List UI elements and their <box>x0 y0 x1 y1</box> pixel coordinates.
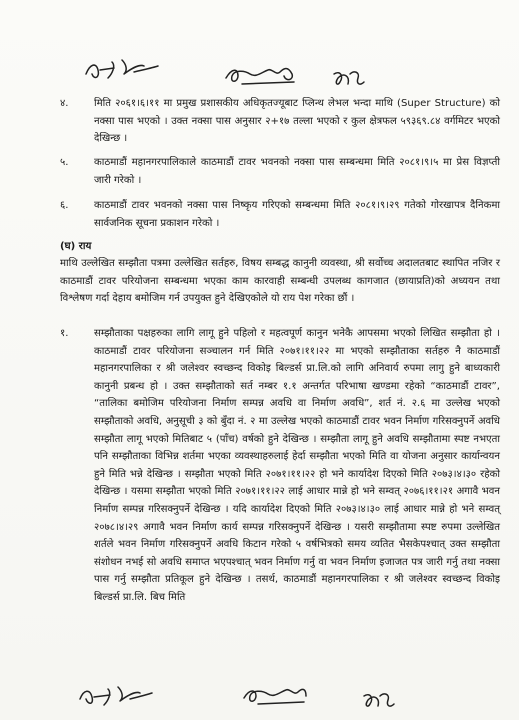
item-number: ४. <box>60 98 69 109</box>
list-item <box>60 154 500 192</box>
item-number: ६. <box>60 200 69 211</box>
signature-bottom-left <box>76 683 156 709</box>
signature-top-right <box>330 66 366 88</box>
list-item <box>60 197 500 235</box>
opinion-paragraph: माथि उल्लेखित सम्झौता पत्रमा उल्लेखित सर्तहरु, विषय सम्बद्ध कानुनी व्यवस्था, श्री सर्वोच्च अदालतबाट स्थापित नजिर र काठमाडौं टावर परियोजना सम्बन्धमा भएका काम कारवाही सम्बन्धी उपलब्ध कागजात (छायाप्रति)को अध्ययन तथा विश्लेषण गर्दा देहाय बमोजिम गर्न उपयुक्त हुने देखिएकोले यो राय पेश गरेका छौं । <box>60 258 500 305</box>
signature-bottom-right <box>360 688 396 710</box>
item-number: १. <box>60 328 69 339</box>
section-heading: (घ) राय <box>60 241 92 252</box>
list-item <box>60 325 500 685</box>
item-text: सम्झौताका पक्षहरुका लागि लागू हुने पहिलो र महत्वपूर्ण कानुन भनेकै आपसमा भएको लिखित सम्झौता हो । काठमाडौं टावर परियोजना सञ्चालन गर्न मिति २०७१।११।२२ मा भएको सम्झौताका सर्तहरु नै काठमाडौं महानगरपालिका र श्री जलेश्वर स्वच्छन्द विकोइ बिल्डर्स प्रा.लि.को लागि अनिवार्य रुपमा लागु हुने बाध्यकारी कानुनी प्रबन्ध हो । उक्त सम्झौताको सर्त नम्बर १.१ अन्तर्गत परिभाषा खण्डमा रहेको “काठमाडौं टावर”, “तालिका बमोजिम परियोजना निर्माण सम्पन्न अवधि वा निर्माण अवधि”, शर्त नं. २.६ मा उल्लेख भएको सम्झौताको अवधि, अनुसूची ३ को बुँदा नं. २ मा उल्लेख भएको काठमाडौं टावर भवन निर्माण गरिसक्नुपर्ने अवधि सम्झौता लागू भएको मितिबाट ५ (पाँच) वर्षको हुने देखिन्छ । सम्झौता लागू हुने अवधि सम्झौतामा स्पष्ट नभएता पनि सम्झौताका विभिन्न शर्तमा भएका व्यवस्थाहरुलाई हेर्दा सम्झौता भएको मिति वा योजना अनुसार कार्यान्वयन हुने मिति भन्ने देखिन्छ । सम्झौता भएको मिति २०७१।११।२२ हो भने कार्यादेश दिएको मिति २०७३।४।३० रहेको देखिन्छ । यसमा सम्झौता भएको मिति २०७१।११।२२ लाई आधार मान्ने हो भने सम्वत् २०७६।११।२१ अगावै भवन निर्माण सम्पन्न गरिसक्नुपर्ने देखिन्छ । यदि कार्यादेश दिएको मिति २०७३।४।३० लाई आधार मान्ने हो भने सम्वत् २०७८।४।२९ अगावै भवन निर्माण कार्य सम्पन्न गरिसक्नुपर्ने देखिन्छ । यसरी सम्झौतामा स्पष्ट रुपमा उल्लेखित शर्तले भवन निर्माण गरिसक्नुपर्ने अवधि किटान गरेको ५ वर्षभित्रको समय व्यतित भैसकेपश्चात् उक्त सम्झौता संशोधन नभई सो अवधि समाप्त भएपश्चात् भवन निर्माण गर्नु वा भवन निर्माण इजाजत पत्र जारी गर्नु तथा नक्सा पास गर्नु सम्झौता प्रतिकूल हुने देखिन्छ । तसर्थ, काठमाडौं महानगरपालिका र श्री जलेश्वर स्वच्छन्द विकोइ बिल्डर्स प्रा.लि. बिच मिति <box>94 328 500 603</box>
signature-top-left <box>82 56 162 82</box>
item-text: मिति २०६१।६।११ मा प्रमुख प्रशासकीय अधिकृतज्यूबाट प्लिन्थ लेभल भन्दा माथि (Super Structure) को नक्सा पास भएको । उक्त नक्सा पास अनुसार २+१७ तल्ला भएको र कुल क्षेत्रफल ५९३६९.८४ वर्गमिटर भएको देखिन्छ । <box>94 98 500 145</box>
list-item <box>60 95 500 149</box>
item-text: काठमाडौं टावर भवनको नक्सा पास निष्कृय गरिएको सम्बन्धमा मिति २०८१।९।२९ गतेको गोरखापत्र दैनिकमा सार्वजनिक सूचना प्रकाशन गरेको । <box>94 200 500 229</box>
signature-top-center <box>222 62 302 88</box>
item-number: ५. <box>60 157 69 168</box>
signature-bottom-center <box>240 684 310 708</box>
item-text: काठमाडौं महानगरपालिकाले काठमाडौं टावर भवनको नक्सा पास सम्बन्धमा मिति २०८१।९।५ मा प्रेस विज्ञप्ती जारी गरेको । <box>94 157 500 186</box>
